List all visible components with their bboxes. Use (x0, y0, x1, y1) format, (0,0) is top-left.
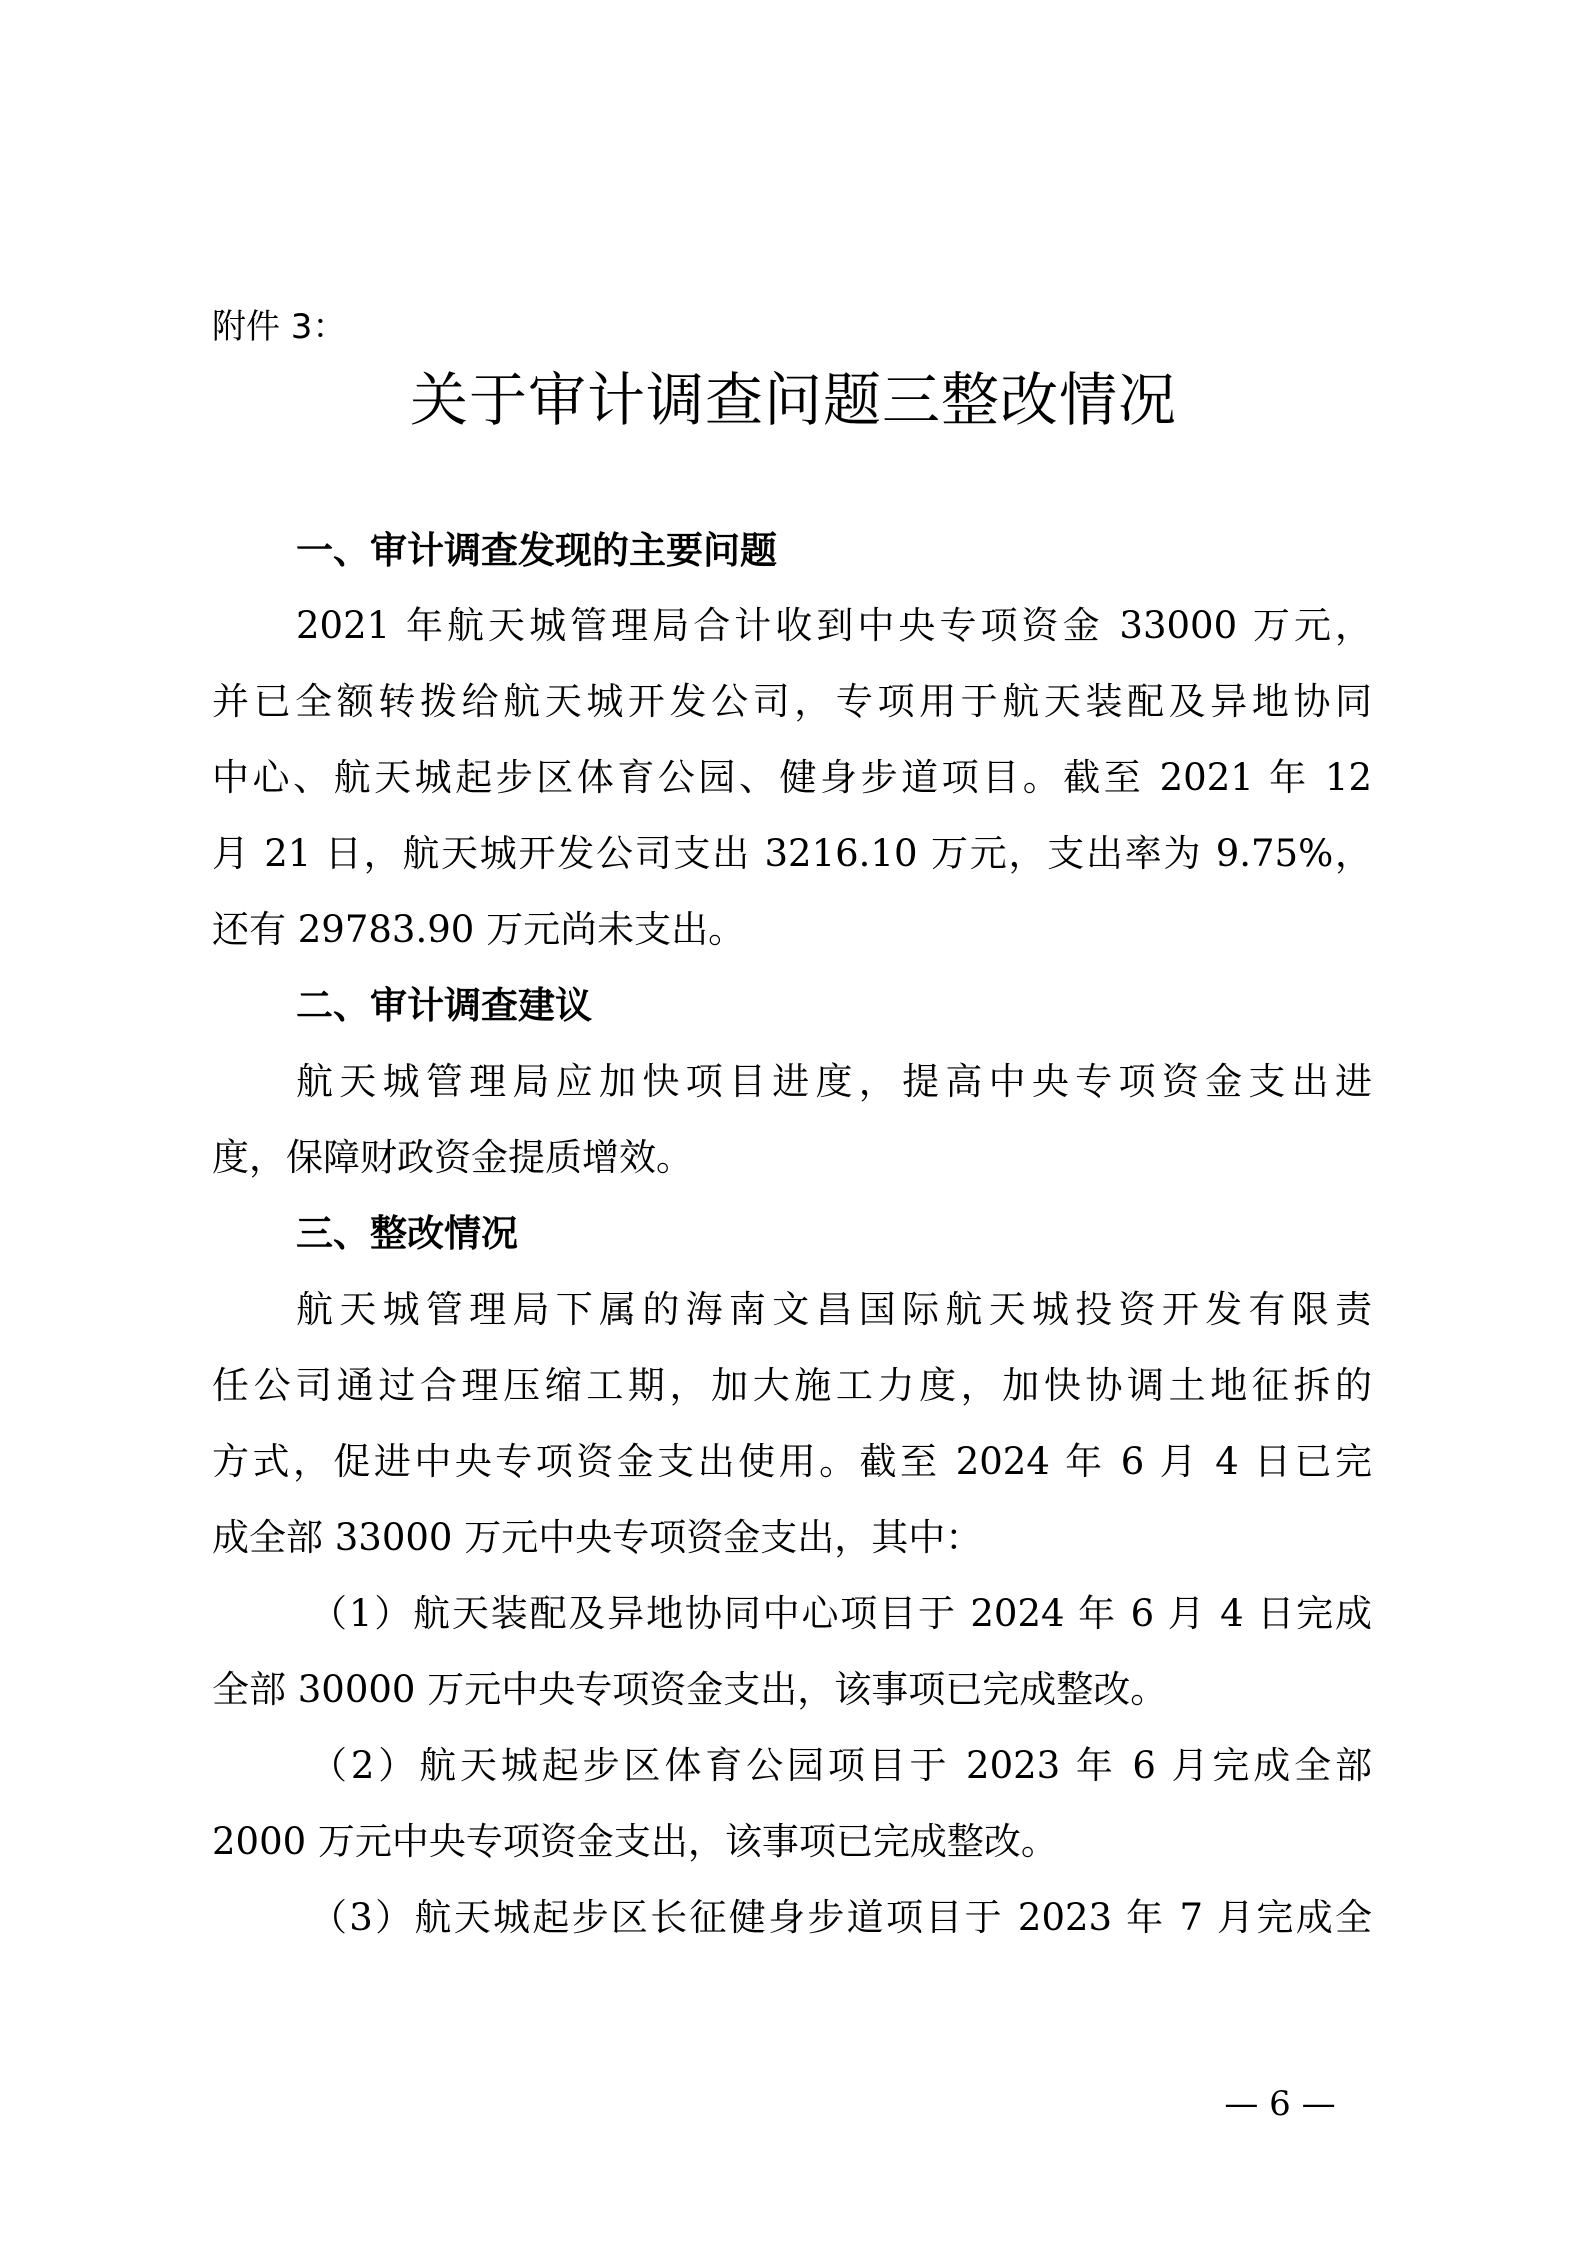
section-heading-2: 二、审计调查建议 (296, 984, 592, 1027)
paragraph-line: 成全部 33000 万元中央专项资金支出，其中： (212, 1516, 983, 1559)
attachment-label: 附件 3： (212, 307, 347, 347)
paragraph-line: 并已全额转拨给航天城开发公司，专项用于航天装配及异地协同 (212, 680, 1372, 723)
page-number: — 6 — (1224, 2084, 1336, 2124)
section-heading-3: 三、整改情况 (296, 1212, 518, 1255)
paragraph-line: 航天城管理局下属的海南文昌国际航天城投资开发有限责 (296, 1288, 1372, 1331)
paragraph-line: 月 21 日，航天城开发公司支出 3216.10 万元，支出率为 9.75%， (212, 832, 1372, 875)
paragraph-line: 中心、航天城起步区体育公园、健身步道项目。截至 2021 年 12 (212, 756, 1372, 799)
list-item-3-line: （3）航天城起步区长征健身步道项目于 2023 年 7 月完成全 (310, 1896, 1372, 1939)
list-item-2-line: 2000 万元中央专项资金支出，该事项已完成整改。 (212, 1820, 1058, 1863)
paragraph-line: 任公司通过合理压缩工期，加大施工力度，加快协调土地征拆的 (212, 1364, 1372, 1407)
list-item-1-line: （1）航天装配及异地协同中心项目于 2024 年 6 月 4 日完成 (310, 1592, 1372, 1635)
list-item-2-line: （2）航天城起步区体育公园项目于 2023 年 6 月完成全部 (310, 1744, 1372, 1787)
section-heading-1: 一、审计调查发现的主要问题 (296, 529, 777, 572)
list-item-1-line: 全部 30000 万元中央专项资金支出，该事项已完成整改。 (212, 1668, 1168, 1711)
paragraph-line: 度，保障财政资金提质增效。 (212, 1136, 693, 1179)
paragraph-line: 2021 年航天城管理局合计收到中央专项资金 33000 万元， (296, 604, 1372, 647)
document-title: 关于审计调查问题三整改情况 (409, 366, 1177, 434)
paragraph-line: 方式，促进中央专项资金支出使用。截至 2024 年 6 月 4 日已完 (212, 1440, 1372, 1483)
paragraph-line: 还有 29783.90 万元尚未支出。 (212, 908, 746, 951)
paragraph-line: 航天城管理局应加快项目进度，提高中央专项资金支出进 (296, 1060, 1372, 1103)
